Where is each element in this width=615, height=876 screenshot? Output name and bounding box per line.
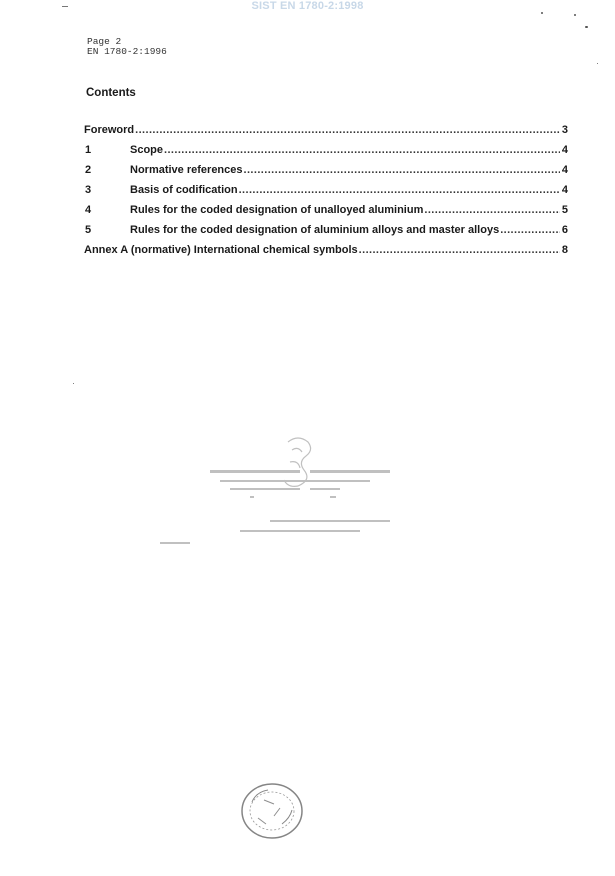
- toc-dot-leader: [424, 200, 560, 220]
- toc-entry-aluminium-alloys[interactable]: [84, 220, 568, 240]
- page-header: [87, 37, 167, 57]
- toc-page-number: 4: [561, 184, 568, 196]
- toc-page-number: 3: [561, 124, 568, 136]
- toc-entry-unalloyed-aluminium[interactable]: [84, 200, 568, 220]
- toc-dot-leader: [500, 220, 560, 240]
- toc-entry-title: Basis of codification: [130, 184, 238, 196]
- page-number: Page 2: [87, 36, 122, 47]
- scan-speck: [597, 63, 598, 64]
- contents-heading: Contents: [86, 87, 136, 99]
- toc-entry-number: 5: [85, 224, 92, 236]
- toc-dot-leader: [135, 120, 560, 140]
- scan-mark: [62, 6, 68, 7]
- toc-page-number: 8: [561, 244, 568, 256]
- scan-speck: [585, 26, 588, 28]
- toc-page-number: 5: [561, 204, 568, 216]
- watermark-header: SIST EN 1780-2:1998: [251, 0, 364, 12]
- toc-entry-title: Scope: [130, 144, 164, 156]
- toc-page-number: 4: [561, 164, 568, 176]
- toc-entry-number: 4: [85, 204, 92, 216]
- toc-entry-title: Normative references: [130, 164, 243, 176]
- scan-speck: [73, 383, 74, 384]
- toc-entry-basis-of-codification[interactable]: [84, 180, 568, 200]
- toc-entry-foreword[interactable]: [84, 120, 568, 140]
- toc-entry-scope[interactable]: [84, 140, 568, 160]
- toc-entry-title: Rules for the coded designation of aluminium alloys and master alloys: [130, 224, 500, 236]
- toc-dot-leader: [359, 240, 560, 260]
- faded-library-stamp: [160, 432, 400, 552]
- toc-entry-number: 2: [85, 164, 92, 176]
- scan-speck: [541, 12, 543, 14]
- toc-entry-number: 3: [85, 184, 92, 196]
- toc-page-number: 6: [561, 224, 568, 236]
- toc-entry-title: Annex A (normative) International chemical symbols: [84, 244, 358, 256]
- toc-dot-leader: [164, 140, 560, 160]
- toc-entry-annex-a[interactable]: [84, 240, 568, 260]
- toc-dot-leader: [244, 160, 560, 180]
- standard-number: EN 1780-2:1996: [87, 46, 167, 57]
- toc-entry-normative-references[interactable]: [84, 160, 568, 180]
- toc-entry-title: Rules for the coded designation of unalloyed aluminium: [130, 204, 424, 216]
- round-stamp: [238, 780, 308, 842]
- table-of-contents: [84, 120, 568, 260]
- toc-entry-title: Foreword: [84, 124, 135, 136]
- toc-entry-number: 1: [85, 144, 92, 156]
- toc-page-number: 4: [561, 144, 568, 156]
- toc-dot-leader: [239, 180, 560, 200]
- scan-speck: [574, 14, 576, 16]
